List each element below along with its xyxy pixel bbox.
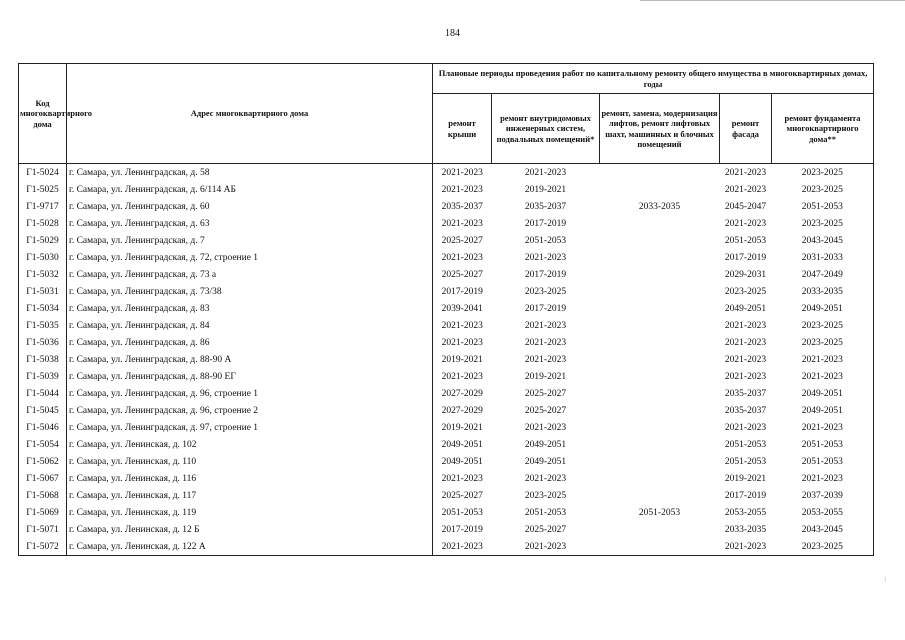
cell-foundation: 2021-2023 (772, 351, 874, 368)
table-row (19, 436, 874, 453)
cell-facade: 2051-2053 (724, 456, 767, 467)
cell-lifts (600, 436, 720, 453)
cell-address: г. Самара, ул. Ленинградская, д. 60 (67, 198, 433, 215)
cell-roof: 2021-2023 (441, 320, 483, 331)
cell-lifts (600, 521, 720, 538)
cell-address: г. Самара, ул. Ленинградская, д. 97, строение 1 (67, 419, 433, 436)
cell-roof: 2027-2029 (441, 405, 483, 416)
cell-code: Г1-5071 (19, 521, 67, 538)
cell-facade: 2045-2047 (724, 201, 767, 212)
cell-address: г. Самара, ул. Ленинградская, д. 96, строение 1 (67, 385, 433, 402)
cell-roof: 2021-2023 (441, 184, 483, 195)
cell-roof: 2017-2019 (441, 524, 483, 535)
cell-lifts: 2051-2053 (638, 507, 681, 518)
top-edge-line (640, 0, 905, 1)
cell-roof: 2021-2023 (441, 337, 483, 348)
cell-facade: 2029-2031 (724, 269, 767, 280)
cell-roof: 2039-2041 (441, 303, 483, 314)
table-row (19, 538, 874, 556)
cell-code: Г1-5054 (19, 436, 67, 453)
cell-lifts (600, 283, 720, 300)
cell-roof: 2025-2027 (441, 269, 483, 280)
cell-code: Г1-5039 (19, 368, 67, 385)
cell-code: Г1-5031 (19, 283, 67, 300)
cell-code: Г1-5024 (19, 164, 67, 182)
cell-foundation: 2021-2023 (772, 470, 874, 487)
cell-roof: 2021-2023 (441, 218, 483, 229)
cell-code: Г1-9717 (19, 198, 67, 215)
cell-foundation: 2023-2025 (772, 538, 874, 556)
cell-engineering: 2049-2051 (524, 456, 567, 467)
header-engineering: ремонт внутридомовых инженерных систем, подвальных помещений* (492, 94, 600, 164)
cell-lifts (600, 232, 720, 249)
cell-roof: 2035-2037 (441, 201, 483, 212)
edge-dots: ⁝ (884, 575, 887, 584)
cell-facade: 2021-2023 (724, 337, 767, 348)
cell-engineering: 2025-2027 (524, 388, 567, 399)
header-lifts: ремонт, замена, модернизация лифтов, ремонт лифтовых шахт, машинных и блочных помещений (600, 94, 720, 164)
cell-engineering: 2025-2027 (524, 405, 567, 416)
cell-address: г. Самара, ул. Ленинская, д. 117 (67, 487, 433, 504)
cell-code: Г1-5035 (19, 317, 67, 334)
cell-address: г. Самара, ул. Ленинградская, д. 88-90 ЕГ (67, 368, 433, 385)
cell-facade: 2051-2053 (724, 439, 767, 450)
table-row (19, 402, 874, 419)
cell-facade: 2017-2019 (724, 490, 767, 501)
cell-facade: 2049-2051 (724, 303, 767, 314)
cell-lifts (600, 334, 720, 351)
cell-code: Г1-5068 (19, 487, 67, 504)
cell-engineering: 2023-2025 (524, 286, 567, 297)
cell-lifts (600, 385, 720, 402)
table-row (19, 317, 874, 334)
cell-engineering: 2021-2023 (524, 473, 567, 484)
table-row (19, 368, 874, 385)
cell-lifts: 2033-2035 (638, 201, 681, 212)
cell-address: г. Самара, ул. Ленинская, д. 102 (67, 436, 433, 453)
cell-foundation: 2023-2025 (772, 215, 874, 232)
cell-lifts (600, 351, 720, 368)
cell-code: Г1-5029 (19, 232, 67, 249)
cell-code: Г1-5028 (19, 215, 67, 232)
table-row (19, 521, 874, 538)
cell-lifts (600, 181, 720, 198)
cell-engineering: 2019-2021 (524, 184, 567, 195)
cell-engineering: 2021-2023 (524, 422, 567, 433)
cell-engineering: 2051-2053 (524, 235, 567, 246)
cell-code: Г1-5034 (19, 300, 67, 317)
cell-address: г. Самара, ул. Ленинградская, д. 73 а (67, 266, 433, 283)
cell-code: Г1-5067 (19, 470, 67, 487)
cell-engineering: 2017-2019 (524, 269, 567, 280)
cell-engineering: 2021-2023 (492, 538, 600, 556)
cell-code: Г1-5030 (19, 249, 67, 266)
cell-address: г. Самара, ул. Ленинская, д. 122 А (67, 538, 433, 556)
cell-facade: 2021-2023 (724, 167, 767, 178)
cell-foundation: 2021-2023 (772, 368, 874, 385)
cell-roof: 2019-2021 (441, 354, 483, 365)
cell-roof: 2021-2023 (441, 371, 483, 382)
table-row (19, 232, 874, 249)
cell-foundation: 2023-2025 (772, 334, 874, 351)
cell-roof: 2027-2029 (441, 388, 483, 399)
cell-facade: 2023-2025 (724, 286, 767, 297)
cell-foundation: 2049-2051 (772, 402, 874, 419)
table-row (19, 283, 874, 300)
cell-foundation: 2049-2051 (772, 300, 874, 317)
cell-lifts (600, 368, 720, 385)
header-code: Код многоквартирного дома (19, 64, 67, 164)
cell-engineering: 2017-2019 (524, 218, 567, 229)
cell-code: Г1-5069 (19, 504, 67, 521)
cell-engineering: 2021-2023 (524, 337, 567, 348)
cell-facade: 2021-2023 (720, 538, 772, 556)
cell-address: г. Самара, ул. Ленинградская, д. 72, строение 1 (67, 249, 433, 266)
cell-lifts (600, 215, 720, 232)
cell-code: Г1-5062 (19, 453, 67, 470)
cell-facade: 2051-2053 (724, 235, 767, 246)
cell-roof: 2025-2027 (441, 490, 483, 501)
header-roof: ремонт крыши (433, 94, 492, 164)
cell-engineering: 2017-2019 (524, 303, 567, 314)
table-row (19, 249, 874, 266)
table-row (19, 215, 874, 232)
cell-facade: 2019-2021 (724, 473, 767, 484)
cell-lifts (600, 300, 720, 317)
table-row (19, 334, 874, 351)
cell-code: Г1-5045 (19, 402, 67, 419)
cell-lifts (600, 538, 720, 556)
cell-engineering: 2019-2021 (524, 371, 567, 382)
cell-facade: 2017-2019 (724, 252, 767, 263)
cell-address: г. Самара, ул. Ленинградская, д. 84 (67, 317, 433, 334)
cell-foundation: 2051-2053 (772, 436, 874, 453)
cell-facade: 2021-2023 (724, 184, 767, 195)
cell-foundation: 2037-2039 (772, 487, 874, 504)
cell-lifts (600, 317, 720, 334)
cell-engineering: 2021-2023 (524, 252, 567, 263)
cell-engineering: 2049-2051 (524, 439, 567, 450)
cell-address: г. Самара, ул. Ленинская, д. 116 (67, 470, 433, 487)
cell-facade: 2021-2023 (724, 320, 767, 331)
cell-foundation: 2053-2055 (772, 504, 874, 521)
cell-foundation: 2043-2045 (772, 232, 874, 249)
table-row (19, 504, 874, 521)
cell-address: г. Самара, ул. Ленинская, д. 12 Б (67, 521, 433, 538)
table-row (19, 470, 874, 487)
cell-foundation: 2021-2023 (772, 419, 874, 436)
cell-address: г. Самара, ул. Ленинградская, д. 58 (67, 164, 433, 182)
cell-foundation: 2051-2053 (772, 198, 874, 215)
cell-foundation: 2051-2053 (772, 453, 874, 470)
cell-roof: 2021-2023 (441, 252, 483, 263)
cell-facade: 2035-2037 (724, 405, 767, 416)
cell-roof: 2021-2023 (441, 473, 483, 484)
cell-code: Г1-5046 (19, 419, 67, 436)
cell-facade: 2021-2023 (724, 218, 767, 229)
cell-lifts (600, 487, 720, 504)
cell-roof: 2019-2021 (441, 422, 483, 433)
cell-lifts (600, 249, 720, 266)
cell-lifts (600, 453, 720, 470)
table-row (19, 487, 874, 504)
cell-roof: 2025-2027 (441, 235, 483, 246)
cell-address: г. Самара, ул. Ленинградская, д. 63 (67, 215, 433, 232)
cell-foundation: 2033-2035 (772, 283, 874, 300)
table-row (19, 300, 874, 317)
table-row (19, 266, 874, 283)
cell-roof: 2017-2019 (441, 286, 483, 297)
cell-address: г. Самара, ул. Ленинградская, д. 83 (67, 300, 433, 317)
cell-engineering: 2051-2053 (524, 507, 567, 518)
cell-address: г. Самара, ул. Ленинградская, д. 88-90 А (67, 351, 433, 368)
header-address: Адрес многоквартирного дома (67, 64, 433, 164)
cell-foundation: 2049-2051 (772, 385, 874, 402)
page-number: 184 (445, 28, 460, 39)
cell-code: Г1-5036 (19, 334, 67, 351)
cell-engineering: 2023-2025 (524, 490, 567, 501)
cell-address: г. Самара, ул. Ленинская, д. 110 (67, 453, 433, 470)
cell-address: г. Самара, ул. Ленинградская, д. 96, строение 2 (67, 402, 433, 419)
table-row (19, 453, 874, 470)
cell-lifts (600, 419, 720, 436)
cell-roof: 2049-2051 (441, 456, 483, 467)
cell-roof: 2049-2051 (441, 439, 483, 450)
cell-lifts (600, 470, 720, 487)
cell-lifts (600, 164, 720, 182)
cell-facade: 2021-2023 (724, 371, 767, 382)
cell-facade: 2021-2023 (724, 354, 767, 365)
cell-foundation: 2031-2033 (772, 249, 874, 266)
table-body (19, 164, 874, 556)
cell-foundation: 2043-2045 (772, 521, 874, 538)
capital-repair-table (18, 63, 874, 556)
cell-facade: 2021-2023 (724, 422, 767, 433)
cell-lifts (600, 266, 720, 283)
cell-address: г. Самара, ул. Ленинградская, д. 73/38 (67, 283, 433, 300)
cell-engineering: 2035-2037 (524, 201, 567, 212)
cell-engineering: 2021-2023 (524, 167, 567, 178)
cell-facade: 2033-2035 (724, 524, 767, 535)
table-row (19, 385, 874, 402)
table-row (19, 351, 874, 368)
cell-engineering: 2025-2027 (524, 524, 567, 535)
cell-engineering: 2021-2023 (524, 320, 567, 331)
header-facade: ремонт фасада (720, 94, 772, 164)
cell-code: Г1-5072 (19, 538, 67, 556)
cell-facade: 2035-2037 (724, 388, 767, 399)
cell-address: г. Самара, ул. Ленинская, д. 119 (67, 504, 433, 521)
header-foundation: ремонт фундамента многоквартирного дома** (772, 94, 874, 164)
cell-code: Г1-5038 (19, 351, 67, 368)
table-row (19, 164, 874, 182)
cell-code: Г1-5025 (19, 181, 67, 198)
cell-foundation: 2023-2025 (772, 164, 874, 182)
cell-code: Г1-5044 (19, 385, 67, 402)
table-row (19, 419, 874, 436)
table-row (19, 198, 874, 215)
cell-roof: 2021-2023 (433, 538, 492, 556)
header-periods: Плановые периоды проведения работ по капитальному ремонту общего имущества в многоквартирных домах, годы (433, 64, 874, 94)
cell-roof: 2021-2023 (441, 167, 483, 178)
cell-foundation: 2047-2049 (772, 266, 874, 283)
cell-foundation: 2023-2025 (772, 181, 874, 198)
cell-lifts (600, 402, 720, 419)
cell-code: Г1-5032 (19, 266, 67, 283)
cell-address: г. Самара, ул. Ленинградская, д. 86 (67, 334, 433, 351)
table-row (19, 181, 874, 198)
cell-foundation: 2023-2025 (772, 317, 874, 334)
cell-address: г. Самара, ул. Ленинградская, д. 6/114 АБ (67, 181, 433, 198)
cell-address: г. Самара, ул. Ленинградская, д. 7 (67, 232, 433, 249)
cell-engineering: 2021-2023 (524, 354, 567, 365)
cell-facade: 2053-2055 (724, 507, 767, 518)
cell-roof: 2051-2053 (441, 507, 483, 518)
